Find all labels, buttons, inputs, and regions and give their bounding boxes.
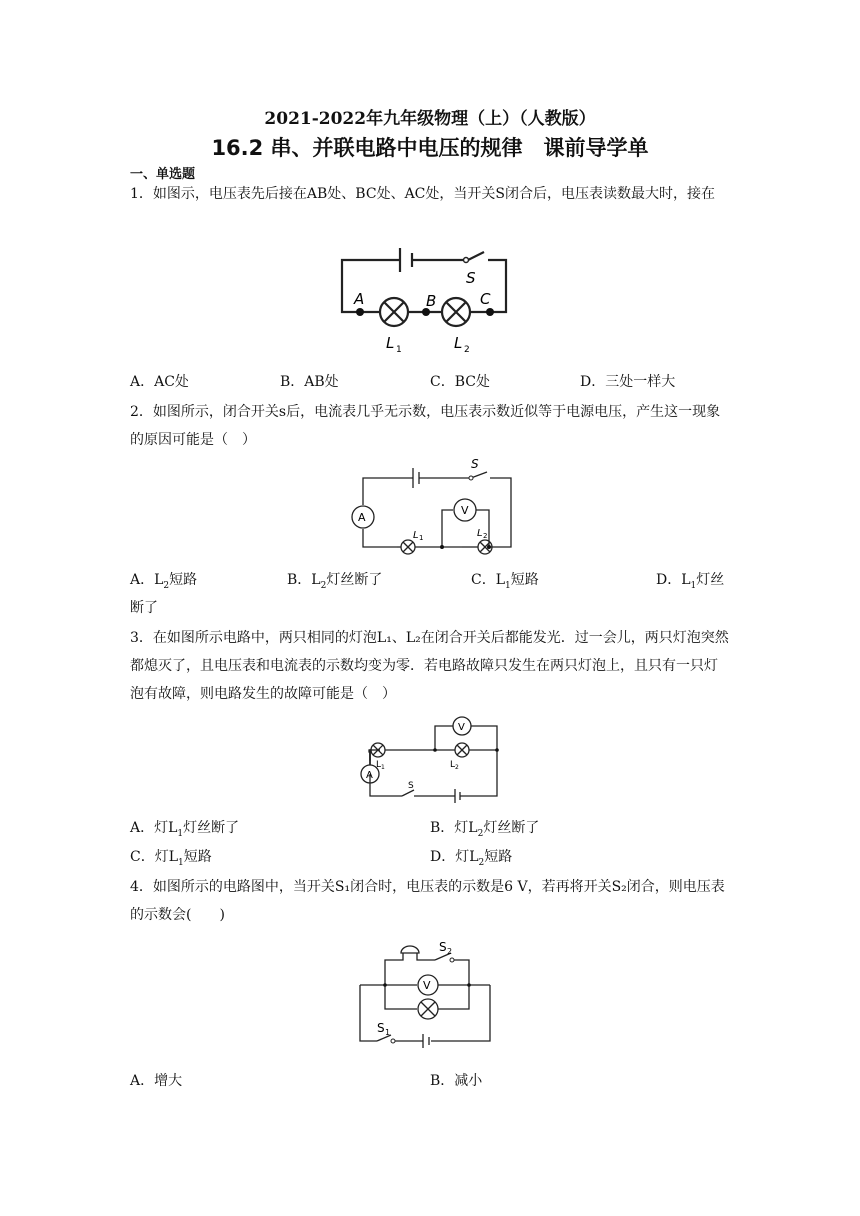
question-1-circuit-figure	[330, 240, 520, 360]
svg-text:1: 1	[396, 345, 402, 355]
q3-option-a[interactable]: A．灯$L_1$灯丝断了	[130, 820, 240, 839]
question-4-circuit-figure	[355, 935, 495, 1053]
svg-text:L: L	[376, 760, 382, 770]
svg-text:A: A	[366, 770, 373, 781]
svg-text:S: S	[439, 940, 447, 954]
svg-text:2: 2	[447, 947, 453, 956]
svg-text:2: 2	[464, 345, 470, 355]
q2-option-d[interactable]: D．$L_1$灯丝	[656, 572, 725, 591]
q2-option-d-continued: 断了	[130, 600, 158, 616]
q4-option-b[interactable]: B．减小	[430, 1073, 483, 1089]
question-1-text: 1．如图示，电压表先后接在AB处、BC处、AC处，当开关S闭合后，电压表读数最大时，接在	[130, 186, 715, 202]
svg-text:1: 1	[385, 1028, 391, 1037]
q3-option-c[interactable]: C．灯$L_1$短路	[130, 849, 212, 868]
q2-option-c[interactable]: C．$L_1$短路	[471, 572, 539, 591]
document-title: 2021-2022年九年级物理（上）（人教版）	[264, 109, 596, 129]
question-4-text: 4．如图所示的电路图中，当开关S₁闭合时，电压表的示数是6 V，若再将开关S₂闭合，则电压表的示数会( )	[130, 879, 725, 923]
svg-text:S: S	[408, 781, 414, 791]
q2-option-a[interactable]: A．$L_2$短路	[130, 572, 198, 591]
svg-text:B: B	[426, 292, 437, 310]
svg-text:L: L	[450, 760, 456, 770]
svg-text:V: V	[423, 979, 431, 992]
q1-option-d[interactable]: D．三处一样大	[580, 374, 676, 390]
question-2-text: 2．如图所示，闭合开关s后，电流表几乎无示数，电压表示数近似等于电源电压，产生这一现象的原因可能是（ ）	[130, 404, 721, 448]
q2-option-b[interactable]: B．$L_2$灯丝断了	[287, 572, 383, 591]
svg-text:A: A	[354, 290, 365, 308]
svg-text:V: V	[458, 722, 465, 733]
question-3-circuit-figure	[350, 712, 510, 804]
svg-text:L: L	[386, 334, 395, 352]
svg-text:2: 2	[455, 764, 459, 771]
svg-text:S: S	[466, 269, 476, 287]
svg-text:S: S	[377, 1021, 385, 1035]
svg-text:1: 1	[419, 534, 424, 542]
q3-option-d[interactable]: D．灯$L_2$短路	[430, 849, 513, 868]
svg-text:L: L	[454, 334, 463, 352]
svg-text:C: C	[480, 290, 491, 308]
q4-option-a[interactable]: A．增大	[130, 1073, 183, 1089]
svg-text:S: S	[471, 458, 479, 471]
q1-option-a[interactable]: A．AC处	[130, 374, 189, 390]
svg-text:1: 1	[381, 764, 385, 771]
question-3-text: 3．在如图所示电路中，两只相同的灯泡L₁、L₂在闭合开关后都能发光．过一会儿，两只灯泡突然都熄灭了，且电压表和电流表的示数均变为零．若电路故障只发生在两只灯泡上，且只有一只灯泡有故障，则电路发生的故障可能是（ ）	[130, 630, 729, 702]
svg-text:A: A	[358, 511, 366, 524]
q3-option-b[interactable]: B．灯$L_2$灯丝断了	[430, 820, 540, 839]
svg-text:V: V	[461, 504, 469, 517]
section-heading: 一、单选题	[130, 167, 196, 182]
document-subtitle: 16.2 串、并联电路中电压的规律 课前导学单	[211, 136, 649, 160]
q1-option-c[interactable]: C．BC处	[430, 374, 490, 390]
svg-text:L: L	[413, 530, 419, 541]
q1-option-b[interactable]: B．AB处	[280, 374, 339, 390]
svg-text:2: 2	[483, 532, 488, 540]
question-2-circuit-figure	[345, 458, 520, 558]
svg-text:L: L	[477, 528, 483, 539]
